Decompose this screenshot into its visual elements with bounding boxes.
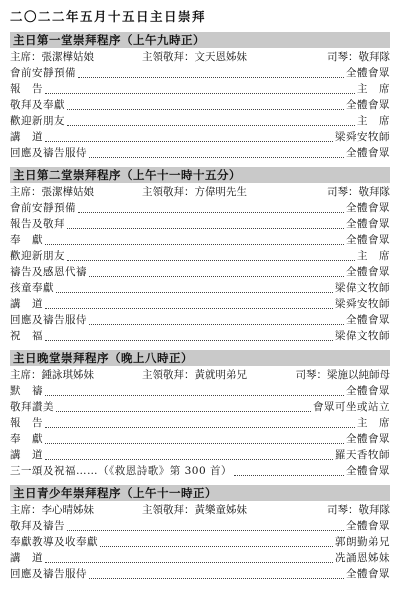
program-item — [10, 264, 390, 280]
section-header: 主日第一堂崇拜程序（上午九時正） — [10, 32, 390, 48]
program-item — [10, 145, 390, 161]
dot-leader — [45, 330, 333, 341]
program-item — [10, 65, 390, 81]
dot-leader — [45, 449, 333, 460]
program-item — [10, 566, 390, 582]
chair-role: 主席：鍾詠琪姊妹 — [10, 369, 94, 381]
worship-leader-role: 主領敬拜：黃就明弟兄 — [142, 369, 247, 381]
program-item — [10, 399, 390, 415]
program-item-label: 敬拜及禱告 — [10, 520, 65, 532]
program-item-label: 回應及禱告服侍 — [10, 147, 87, 159]
program-item-person: 全體會眾 — [346, 266, 390, 278]
section-header: 主日第二堂崇拜程序（上午十一時十五分） — [10, 167, 390, 183]
program-item — [10, 383, 390, 399]
roles-line — [10, 185, 390, 200]
chair-role: 主席：張潔樺姑娘 — [10, 186, 94, 198]
roles-line — [10, 503, 390, 518]
chair-role: 主席：張潔樺姑娘 — [10, 51, 94, 63]
program-item-person: 梁舜安牧師 — [335, 298, 390, 310]
program-item-label: 敬拜及奉獻 — [10, 99, 65, 111]
worship-leader-role: 主領敬拜：文天恩姊妹 — [142, 51, 247, 63]
program-item-person: 全體會眾 — [346, 67, 390, 79]
program-item — [10, 415, 390, 431]
program-item-label: 默 禱 — [10, 385, 43, 397]
program-item-person: 主 席 — [357, 250, 390, 262]
dot-leader — [56, 282, 333, 293]
dot-leader — [78, 202, 344, 213]
program-item — [10, 232, 390, 248]
program-item — [10, 518, 390, 534]
program-item-person: 全體會眾 — [346, 568, 390, 580]
program-item-label: 禱告及感恩代禱 — [10, 266, 87, 278]
program-item — [10, 129, 390, 145]
dot-leader — [89, 266, 344, 277]
program-item-label: 祝 福 — [10, 330, 43, 342]
program-item-person: 主 席 — [357, 83, 390, 95]
dot-leader — [100, 536, 333, 547]
program-item-label: 回應及禱告服侍 — [10, 568, 87, 580]
program-item — [10, 248, 390, 264]
program-item-person: 全體會眾 — [346, 520, 390, 532]
dot-leader — [45, 131, 333, 142]
dot-leader — [67, 250, 355, 261]
program-item-person: 全體會眾 — [346, 147, 390, 159]
dot-leader — [45, 552, 333, 563]
program-item — [10, 81, 390, 97]
program-item — [10, 463, 390, 479]
program-item-label: 敬拜讚美 — [10, 401, 54, 413]
program-item-label: 歡迎新朋友 — [10, 250, 65, 262]
program-item-label: 會前安靜預備 — [10, 202, 76, 214]
program-item-label: 講 道 — [10, 131, 43, 143]
program-item-label: 講 道 — [10, 449, 43, 461]
program-item-person: 主 席 — [357, 417, 390, 429]
program-item-person: 全體會眾 — [346, 218, 390, 230]
program-item-person: 全體會眾 — [346, 433, 390, 445]
dot-leader — [89, 147, 344, 158]
program-item-person: 全體會眾 — [346, 385, 390, 397]
program-item-person: 全體會眾 — [346, 234, 390, 246]
program-item-person: 主 席 — [357, 115, 390, 127]
dot-leader — [67, 218, 344, 229]
program-item — [10, 113, 390, 129]
program-item — [10, 534, 390, 550]
program-item-label: 報告及敬拜 — [10, 218, 65, 230]
pianist-role: 司琴：敬拜隊 — [327, 504, 390, 516]
program-item-person: 冼誦恩姊妹 — [335, 552, 390, 564]
dot-leader — [56, 401, 311, 412]
program-item-label: 會前安靜預備 — [10, 67, 76, 79]
service-section — [10, 167, 390, 344]
program-item — [10, 312, 390, 328]
dot-leader — [45, 433, 344, 444]
dot-leader — [78, 67, 344, 78]
dot-leader — [67, 115, 355, 126]
program-item-label: 講 道 — [10, 298, 43, 310]
program-item-label: 孩童奉獻 — [10, 282, 54, 294]
worship-leader-role: 主領敬拜：方偉明先生 — [142, 186, 247, 198]
dot-leader — [89, 314, 344, 325]
pianist-role: 司琴：敬拜隊 — [327, 51, 390, 63]
dot-leader — [45, 83, 355, 94]
pianist-role: 司琴：梁施以純師母 — [295, 369, 390, 381]
dot-leader — [45, 234, 344, 245]
service-section — [10, 485, 390, 582]
program-item-label: 奉獻教導及收奉獻 — [10, 536, 98, 548]
program-item-person: 羅天香牧師 — [335, 449, 390, 461]
program-item — [10, 200, 390, 216]
program-item — [10, 296, 390, 312]
program-item — [10, 431, 390, 447]
roles-line — [10, 368, 390, 383]
dot-leader — [45, 298, 333, 309]
program-item-person: 全體會眾 — [346, 99, 390, 111]
program-item-person: 梁偉文牧師 — [335, 330, 390, 342]
program-item-label: 報 告 — [10, 417, 43, 429]
program-item — [10, 216, 390, 232]
program-item-label: 講 道 — [10, 552, 43, 564]
pianist-role: 司琴：敬拜隊 — [327, 186, 390, 198]
program-item — [10, 97, 390, 113]
program-item-label: 奉 獻 — [10, 234, 43, 246]
program-item — [10, 280, 390, 296]
roles-line — [10, 50, 390, 65]
section-header: 主日晚堂崇拜程序（晚上八時正） — [10, 350, 390, 366]
dot-leader — [234, 465, 344, 476]
program-item — [10, 550, 390, 566]
worship-leader-role: 主領敬拜：黃樂童姊妹 — [142, 504, 247, 516]
program-item — [10, 447, 390, 463]
dot-leader — [89, 568, 344, 579]
program-item-person: 全體會眾 — [346, 465, 390, 477]
section-header: 主日青少年崇拜程序（上午十一時正） — [10, 485, 390, 501]
service-section — [10, 32, 390, 161]
program-item-label: 三一頌及祝福……（《救恩詩歌》第 300 首） — [10, 465, 232, 477]
program-item-label: 報 告 — [10, 83, 43, 95]
program-item-person: 郭朗勤弟兄 — [335, 536, 390, 548]
program-item — [10, 328, 390, 344]
program-item-label: 歡迎新朋友 — [10, 115, 65, 127]
dot-leader — [45, 417, 355, 428]
dot-leader — [67, 99, 344, 110]
chair-role: 主席：李心晴姊妹 — [10, 504, 94, 516]
dot-leader — [67, 520, 344, 531]
service-programs — [10, 32, 390, 582]
program-item-label: 回應及禱告服侍 — [10, 314, 87, 326]
dot-leader — [45, 385, 344, 396]
program-item-person: 梁舜安牧師 — [335, 131, 390, 143]
service-section — [10, 350, 390, 479]
program-item-person: 梁偉文牧師 — [335, 282, 390, 294]
program-item-person: 全體會眾 — [346, 314, 390, 326]
page-title: 二〇二二年五月十五日主日崇拜 — [10, 9, 207, 24]
program-item-label: 奉 獻 — [10, 433, 43, 445]
program-item-person: 全體會眾 — [346, 202, 390, 214]
program-item-person: 會眾可坐或站立 — [313, 401, 390, 413]
